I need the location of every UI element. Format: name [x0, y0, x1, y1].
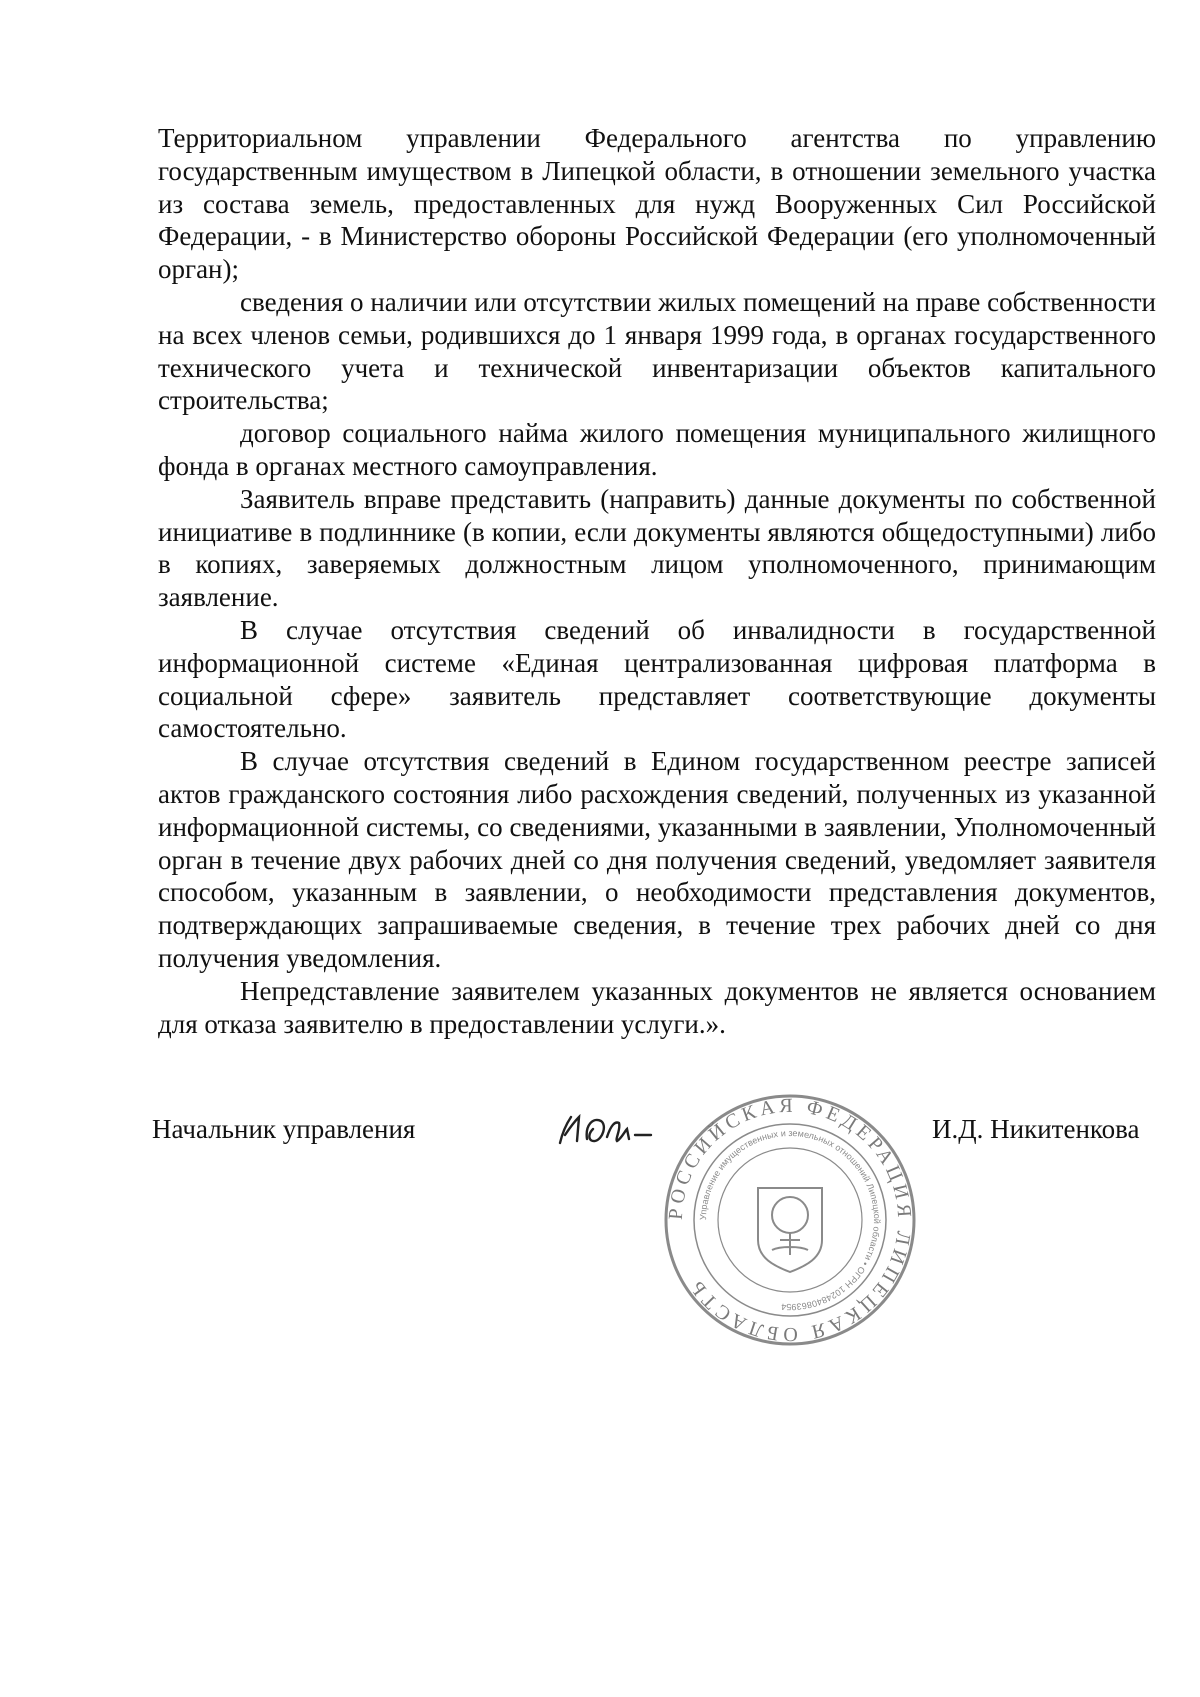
paragraph: Непредставление заявителем указанных документов не является основанием для отказа заявителю в предоставлении услуги.». — [158, 975, 1156, 1039]
paragraph: Заявитель вправе представить (направить) данные документы по собственной инициативе в подлиннике (в копии, если документы являются общедоступными) либо в копиях, заверяемых должностным лицом уполномоченного, принимающим заявление. — [158, 483, 1156, 613]
paragraph: В случае отсутствия сведений об инвалидности в государственной информационной системе «Единая централизованная цифровая платформа в социальной сфере» заявитель представляет соответствующие документы самостоятельно. — [158, 614, 1156, 744]
seal-outer-text: РОССИЙСКАЯ ФЕДЕРАЦИЯ ЛИПЕЦКАЯ ОБЛАСТЬ — [664, 1094, 916, 1346]
coat-of-arms-icon — [758, 1188, 822, 1272]
paragraph: договор социального найма жилого помещения муниципального жилищного фонда в органах местного самоуправления. — [158, 418, 1156, 481]
signatory-position: Начальник управления — [152, 1114, 416, 1144]
seal-inner-text: Управление имущественных и земельных отношений Липецкой области • ОГРН 1024840863954 — [697, 1127, 883, 1313]
paragraph: сведения о наличии или отсутствии жилых помещений на праве собственности на всех членов семьи, родившихся до 1 января 1999 года, в органах государственного технического учета и технической инвентаризации объектов капитального строительства; — [158, 286, 1156, 416]
paragraph: Территориальном управлении Федерального агентства по управлению государственным имуществом в Липецкой области, в отношении земельного участка из состава земель, предоставленных для нужд Вооруженных Сил Российской Федерации, - в Министерство обороны Российской Федерации (его уполномоченный орган); — [158, 123, 1156, 285]
signatory-name: И.Д. Никитенкова — [932, 1114, 1140, 1144]
svg-text:Управление имущественных и зем — [698, 1128, 882, 1312]
document-body — [158, 122, 1156, 1040]
official-seal — [660, 1090, 920, 1350]
paragraph: В случае отсутствия сведений в Едином государственном реестре записей актов гражданского состояния либо расхождения сведений, полученных из указанной информационной системы, со сведениями, указанными в заявлении, Уполномоченный орган в течение двух рабочих дней со дня получения сведений, уведомляет заявителя способом, указанным в заявлении, о необходимости представления документов, подтверждающих запрашиваемые сведения, в течение трех рабочих дней со дня получения уведомления. — [158, 746, 1156, 973]
